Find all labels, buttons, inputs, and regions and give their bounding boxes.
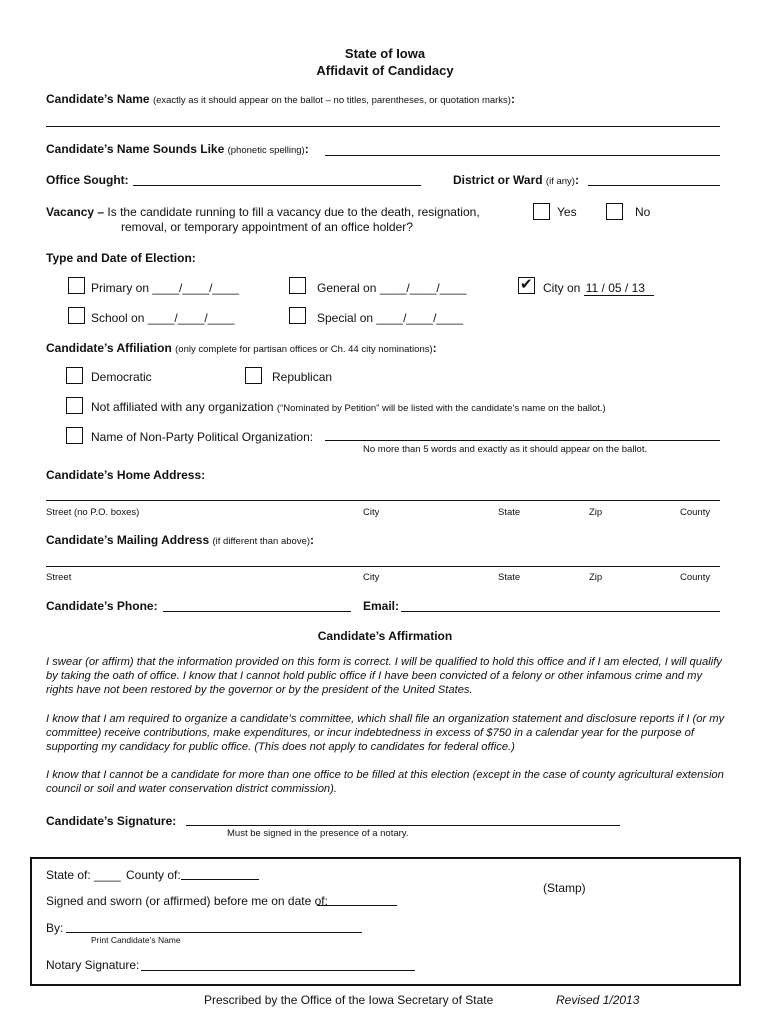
sworn-date-field[interactable] [317,905,397,906]
home-address-field[interactable] [46,500,720,501]
vacancy-text-1: Is the candidate running to fill a vacancy due to the death, resignation, [107,205,480,219]
nonparty-note: No more than 5 words and exactly as it should appear on the ballot. [363,444,648,455]
mailing-address-note: (if different than above) [212,536,311,547]
print-name-field[interactable] [66,932,362,933]
affiliation-label: Candidate’s Affiliation [46,341,172,355]
nonparty-checkbox[interactable] [66,427,83,444]
colon: : [304,142,309,156]
date-separator: / [624,281,629,295]
vacancy-no-checkbox[interactable] [606,203,623,220]
colon: : [510,92,515,106]
form-title: Affidavit of Candidacy [316,63,454,78]
mailing-city-caption: City [363,572,380,583]
democratic-label: Democratic [91,370,152,384]
city-month: 11 [585,281,599,295]
general-date-label: General on ____/____/____ [317,281,467,295]
by-label: By: [46,921,64,935]
print-name-caption: Print Candidate’s Name [91,935,181,945]
mailing-zip-caption: Zip [589,572,603,583]
district-label-row [453,173,579,187]
phone-field[interactable] [163,611,351,612]
general-checkbox[interactable] [289,277,306,294]
office-sought-field[interactable] [133,185,421,186]
candidate-signature-field[interactable] [186,825,620,826]
vacancy-yes-label: Yes [557,205,577,219]
not-affiliated-note: (“Nominated by Petition” will be listed with the candidate’s name on the ballot.) [276,403,606,414]
candidate-name-label-row [46,92,515,106]
footer-revised: Revised 1/2013 [556,993,640,1007]
footer-prescribed: Prescribed by the Office of the Iowa Secretary of State [204,993,494,1007]
date-separator: / [601,281,605,295]
mailing-address-label: Candidate’s Mailing Address [46,533,210,547]
city-date-value[interactable] [584,281,654,296]
signature-note: Must be signed in the presence of a notary. [227,828,409,839]
vacancy-no-label: No [635,205,651,219]
republican-checkbox[interactable] [245,367,262,384]
primary-date-label: Primary on ____/____/____ [91,281,240,295]
nonparty-label: Name of Non-Party Political Organization: [91,430,314,444]
republican-label: Republican [272,370,333,384]
school-checkbox[interactable] [68,307,85,324]
not-affiliated-row [91,400,606,414]
city-checkbox[interactable] [518,277,535,294]
form-state-title: State of Iowa [344,46,426,61]
stamp-area-label: (Stamp) [543,881,586,895]
school-date-label: School on ____/____/____ [91,311,235,325]
vacancy-text-2: removal, or temporary appointment of an office holder? [121,220,413,234]
sounds-like-field[interactable] [325,155,720,156]
affirmation-paragraph-3: I know that I cannot be a candidate for more than one office to be filled at this election (except in the case of county agricultural extension council or soil and water conservation district commission). [46,769,724,795]
email-label: Email: [363,599,400,613]
home-state-caption: State [498,507,521,518]
home-street-caption: Street (no P.O. boxes) [46,507,140,518]
phone-label: Candidate’s Phone: [46,599,158,613]
sounds-like-label-row [46,142,309,156]
affirmation-paragraph-2: I know that I am required to organize a candidate’s committee, which shall file an organization statement and disclosure reports if I (or my committee) receive contributions, make expenditures, or incur indebtedness in excess of $750 in a calendar year for the purpose of supporting my candidacy for public office. (This does not apply to candidates for federal office.) [46,713,725,753]
city-prefix: City on [543,281,581,295]
notary-state-label: State of: ____ [46,868,121,882]
home-city-caption: City [363,507,380,518]
democratic-checkbox[interactable] [66,367,83,384]
affiliation-label-row [46,341,437,355]
district-field[interactable] [588,185,720,186]
notary-county-field[interactable] [181,879,259,880]
checkmark-icon: ✔ [520,276,533,293]
nonparty-name-field[interactable] [325,440,720,441]
district-label: District or Ward [453,173,543,187]
notary-signature-label: Notary Signature: [46,958,140,972]
mailing-county-caption: County [680,572,711,583]
home-zip-caption: Zip [589,507,603,518]
candidate-name-field[interactable] [46,126,720,127]
mailing-address-label-row [46,533,314,547]
sounds-like-note: (phonetic spelling) [227,145,305,156]
candidate-signature-label: Candidate’s Signature: [46,814,177,828]
home-address-label: Candidate’s Home Address: [46,468,206,482]
home-county-caption: County [680,507,711,518]
vacancy-label: Vacancy – [46,205,105,219]
colon: : [310,533,315,547]
district-note: (if any) [545,176,575,187]
special-checkbox[interactable] [289,307,306,324]
affirmation-paragraph-1: I swear (or affirm) that the information provided on this form is correct. I will be qualified to hold this office and if I am elected, I will qualify by taking the oath of office. I know that I cannot hold public office if I have been convicted of a felony or other infamous crime and my rights have not been restored by the governor or by the president of the United States. [46,656,722,696]
election-type-label: Type and Date of Election: [46,251,196,265]
primary-checkbox[interactable] [68,277,85,294]
mailing-state-caption: State [498,572,521,583]
not-affiliated-label: Not affiliated with any organization [91,400,274,414]
colon: : [574,173,579,187]
city-year: 13 [631,281,645,295]
notary-county-label: County of: [126,868,181,882]
vacancy-yes-checkbox[interactable] [533,203,550,220]
affirmation-title: Candidate’s Affirmation [317,629,453,643]
candidate-name-note: (exactly as it should appear on the ballot – no titles, parentheses, or quotation marks) [152,95,511,106]
candidate-name-label: Candidate’s Name [46,92,150,106]
mailing-address-field[interactable] [46,566,720,567]
email-field[interactable] [401,611,720,612]
mailing-street-caption: Street [46,572,72,583]
sounds-like-label: Candidate’s Name Sounds Like [46,142,225,156]
vacancy-question-line1 [46,205,480,219]
office-sought-label: Office Sought: [46,173,129,187]
city-day: 05 [608,281,622,295]
affiliation-note: (only complete for partisan offices or Ch. 44 city nominations) [175,344,433,355]
special-date-label: Special on ____/____/____ [317,311,464,325]
colon: : [432,341,437,355]
not-affiliated-checkbox[interactable] [66,397,83,414]
notary-signature-field[interactable] [141,970,415,971]
city-date-label [543,281,654,296]
sworn-date-label: Signed and sworn (or affirmed) before me on date of: [46,894,328,908]
